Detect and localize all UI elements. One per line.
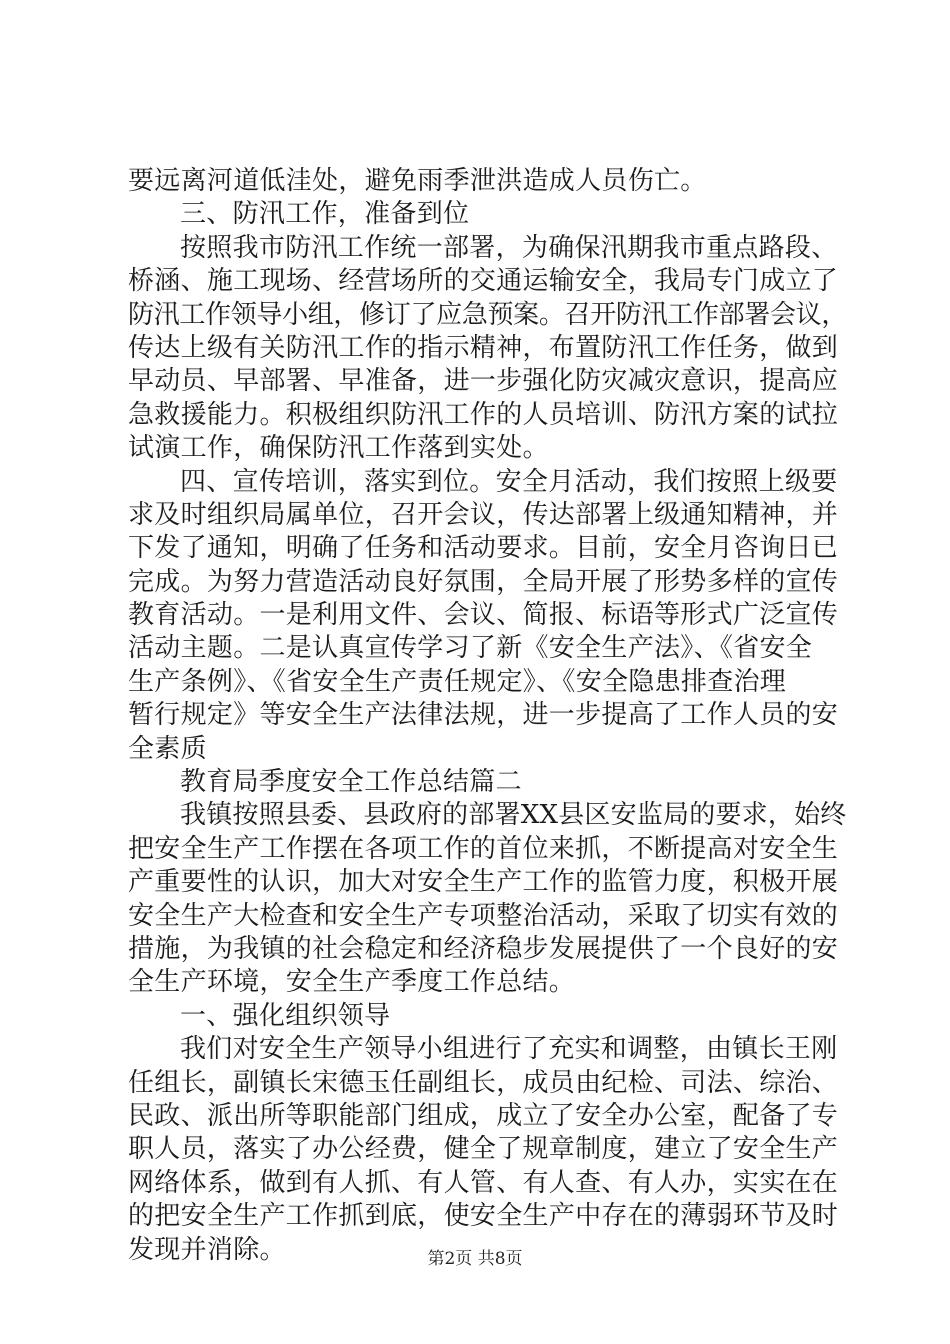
text-line: 产重要性的认识，加大对安全生产工作的监管力度，积极开展 [128,867,839,898]
text-line: 桥涵、施工现场、经营场所的交通运输安全，我局专门成立了 [128,266,839,297]
text-line: 发现并消除。 [128,1234,286,1265]
text-line: 试演工作，确保防汛工作落到实处。 [128,433,549,464]
text-line: 早动员、早部署、早准备，进一步强化防灾减灾意识，提高应 [128,366,839,397]
text-line: 完成。为努力营造活动良好氛围，全局开展了形势多样的宣传 [128,566,839,597]
text-line: 民政、派出所等职能部门组成，成立了安全办公室，配备了专 [128,1100,839,1131]
text-line: 网络体系，做到有人抓、有人管、有人查、有人办，实实在在 [128,1167,839,1198]
text-line: 下发了通知，明确了任务和活动要求。目前，安全月咨询日已 [128,533,839,564]
text-line: 生产条例》、《省安全生产责任规定》、《安全隐患排查治理 [128,666,787,697]
text-line: 四、宣传培训，落实到位。安全月活动，我们按照上级要 [180,466,838,497]
text-line: 防汛工作领导小组，修订了应急预案。召开防汛工作部署会议， [128,299,848,330]
text-line: 三、防汛工作，准备到位 [180,199,470,230]
page-footer: 第2页 共8页 [427,1249,523,1269]
text-line: 活动主题。二是认真宣传学习了新《安全生产法》、《省安全 [128,633,813,664]
text-line: 全生产环境，安全生产季度工作总结。 [128,967,576,998]
text-line: 把安全生产工作摆在各项工作的首位来抓，不断提高对安全生 [128,833,839,864]
text-line: 我镇按照县委、县政府的部署XX县区安监局的要求，始终 [180,800,847,831]
text-line: 求及时组织局属单位，召开会议，传达部署上级通知精神，并 [128,499,839,530]
document-body [128,165,848,1267]
text-line: 教育局季度安全工作总结篇二 [180,767,522,798]
text-line: 暂行规定》等安全生产法律法规，进一步提高了工作人员的安 [128,700,839,731]
text-line: 我们对安全生产领导小组进行了充实和调整，由镇长王刚 [180,1034,838,1065]
text-line: 的把安全生产工作抓到底，使安全生产中存在的薄弱环节及时 [128,1201,839,1232]
text-line: 按照我市防汛工作统一部署，为确保汛期我市重点路段、 [180,232,838,263]
text-line: 安全生产大检查和安全生产专项整治活动，采取了切实有效的 [128,900,839,931]
text-line: 全素质 [128,733,207,764]
text-line: 要远离河道低洼处，避免雨季泄洪造成人员伤亡。 [128,166,707,196]
text-line: 传达上级有关防汛工作的指示精神，布置防汛工作任务，做到 [128,332,839,363]
text-line: 急救援能力。积极组织防汛工作的人员培训、防汛方案的试拉 [128,399,839,430]
text-line: 职人员，落实了办公经费，健全了规章制度，建立了安全生产 [128,1134,839,1165]
text-line: 一、强化组织领导 [180,1000,391,1031]
text-line: 教育活动。一是利用文件、会议、简报、标语等形式广泛宣传 [128,600,839,631]
text-line: 措施，为我镇的社会稳定和经济稳步发展提供了一个良好的安 [128,933,839,964]
text-line: 任组长，副镇长宋德玉任副组长，成员由纪检、司法、综治、 [128,1067,839,1098]
